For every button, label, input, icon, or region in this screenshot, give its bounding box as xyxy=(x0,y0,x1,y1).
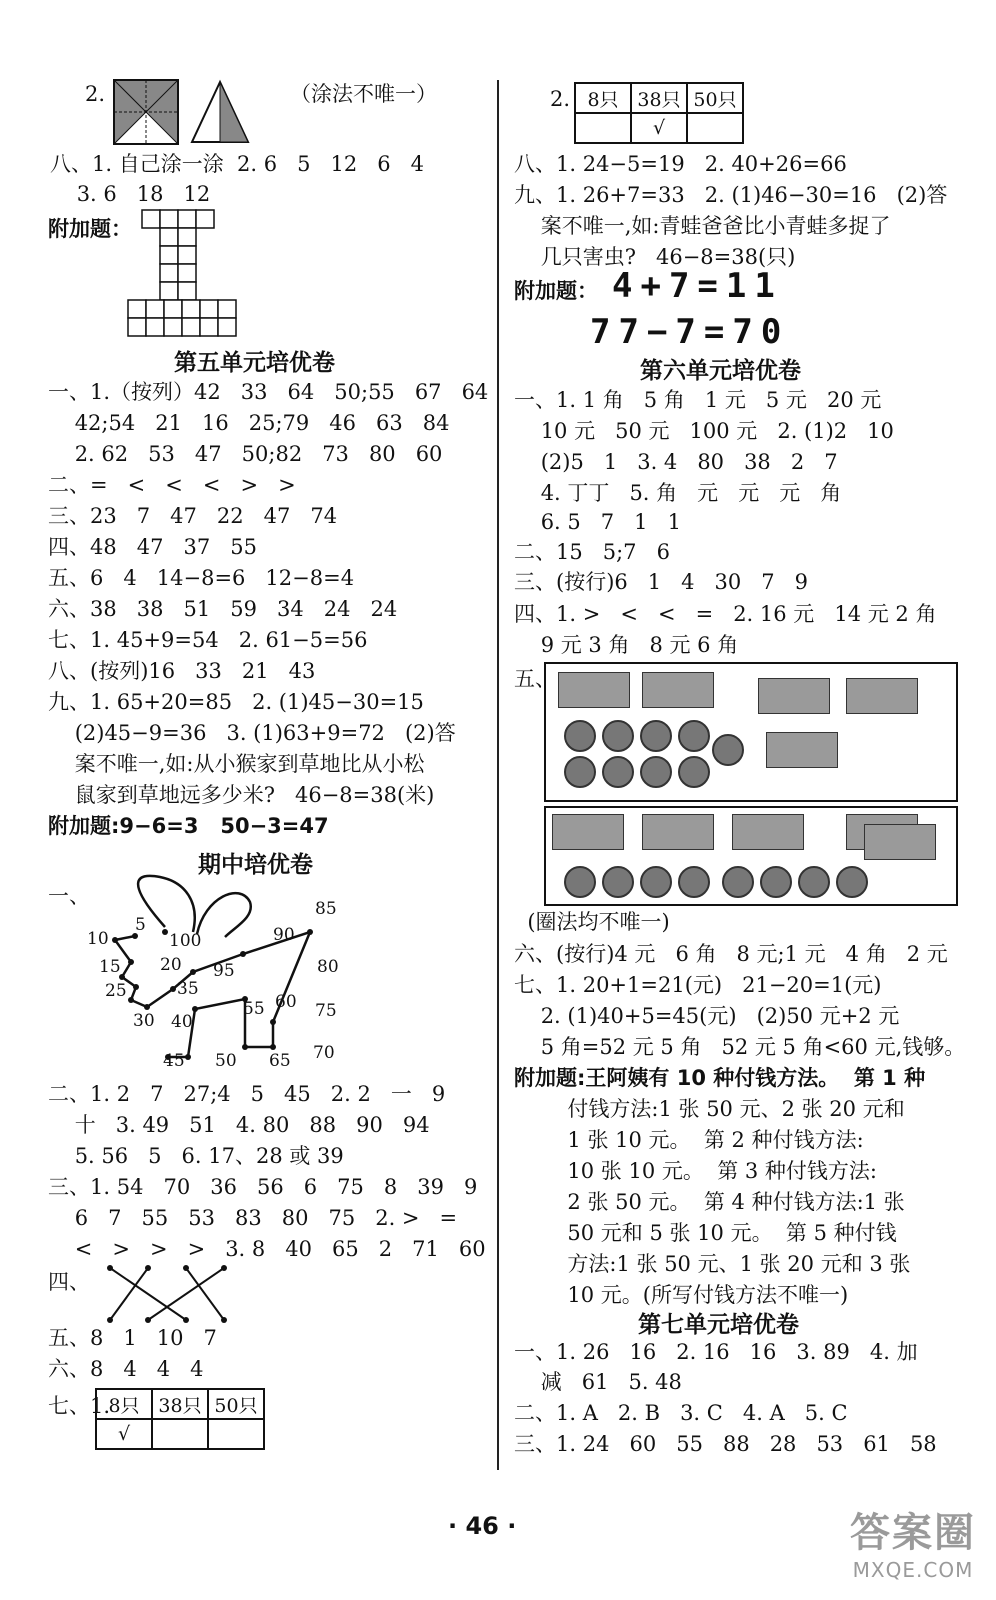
watermark-top: 答案圈 xyxy=(850,1510,976,1556)
answer-line: 二、= < < < > > xyxy=(48,473,296,497)
dot-to-dot-dog-figure xyxy=(65,872,385,1072)
table-header: 50只 xyxy=(687,83,743,113)
dot-label: 20 xyxy=(160,955,182,975)
answer-table xyxy=(574,82,744,144)
answer-line: 2. 62 53 47 50;82 73 80 60 xyxy=(48,442,443,466)
answer-line: 10 元 50 元 100 元 2. (1)2 10 xyxy=(514,419,894,443)
answer-line: 八、1. 自己涂一涂 2. 6 5 12 6 4 xyxy=(50,152,425,176)
answer-line: (2)5 1 3. 4 80 38 2 7 xyxy=(514,450,838,474)
answer-line: 八、(按列)16 33 21 43 xyxy=(48,659,316,683)
answer-line: 三、1. 54 70 36 56 6 75 8 39 9 xyxy=(48,1175,478,1199)
dot-label: 10 xyxy=(87,929,109,949)
matchstick-equation: 77−7=70 xyxy=(590,312,790,352)
bonus-label: 附加题： xyxy=(514,279,598,303)
answer-line: 五、8 1 10 7 xyxy=(48,1326,217,1350)
dot-label: 40 xyxy=(171,1012,193,1032)
dot-label: 45 xyxy=(163,1051,185,1071)
section-heading: 期中培优卷 xyxy=(198,852,313,878)
answer-line: 42;54 21 16 25;79 46 63 84 xyxy=(48,411,450,435)
answer-line: 九、1. 26+7=33 2. (1)46−30=16 (2)答 xyxy=(514,183,948,207)
answer-line: 附加题:王阿姨有 10 种付钱方法。 第 1 种 xyxy=(514,1066,926,1090)
answer-line: 2 张 50 元。 第 4 种付钱方法:1 张 xyxy=(514,1190,905,1214)
dot-label: 25 xyxy=(105,981,127,1001)
money-picture-2 xyxy=(544,806,958,906)
section-heading: 第六单元培优卷 xyxy=(640,358,801,384)
dot-label: 60 xyxy=(275,992,297,1012)
answer-line: 三、1. 24 60 55 88 28 53 61 58 xyxy=(514,1432,937,1456)
answer-line: 一、1. 26 16 2. 16 16 3. 89 4. 加 xyxy=(514,1340,918,1364)
answer-line: 方法:1 张 50 元、1 张 20 元和 3 张 xyxy=(514,1252,911,1276)
answer-line: 十 3. 49 51 4. 80 88 90 94 xyxy=(48,1113,430,1137)
dot-label: 15 xyxy=(99,957,121,977)
column-divider xyxy=(497,80,499,1470)
answer-line: 六、8 4 4 4 xyxy=(48,1357,204,1381)
table-header: 38只 xyxy=(631,83,687,113)
answer-line: 减 61 5. 48 xyxy=(514,1370,682,1394)
dot-label: 70 xyxy=(313,1043,335,1063)
section-heading: 第七单元培优卷 xyxy=(638,1312,799,1338)
money-picture-1 xyxy=(544,662,958,802)
answer-line: 八、1. 24−5=19 2. 40+26=66 xyxy=(514,152,847,176)
answer-line: (2)45−9=36 3. (1)63+9=72 (2)答 xyxy=(48,721,456,745)
answer-line: 50 元和 5 张 10 元。 第 5 种付钱 xyxy=(514,1221,897,1245)
answer-line: 付钱方法:1 张 50 元、2 张 20 元和 xyxy=(514,1097,905,1121)
check-mark: √ xyxy=(96,1419,152,1449)
answer-line: 10 元。(所写付钱方法不唯一) xyxy=(514,1283,849,1307)
dot-label: 5 xyxy=(135,915,146,935)
answer-line: 三、23 7 47 22 47 74 xyxy=(48,504,338,528)
matching-lines-figure xyxy=(104,1262,254,1326)
answer-line: 案不唯一,如:青蛙爸爸比小青蛙多捉了 xyxy=(514,214,891,238)
grid-t-shape-figure xyxy=(126,208,240,338)
answer-line: 6. 5 7 1 1 xyxy=(514,510,681,534)
answer-line: 二、1. 2 7 27;4 5 45 2. 2 一 9 xyxy=(48,1082,446,1106)
dot-label: 90 xyxy=(273,925,295,945)
answer-line: 二、15 5;7 6 xyxy=(514,540,670,564)
answer-line: 一、1. 1 角 5 角 1 元 5 元 20 元 xyxy=(514,388,882,412)
answer-line: 10 张 10 元。 第 3 种付钱方法: xyxy=(514,1159,878,1183)
answer-line: 4. 丁丁 5. 角 元 元 元 角 xyxy=(514,481,842,505)
dot-label: 35 xyxy=(177,979,199,999)
answer-line: 附加题:9−6=3 50−3=47 xyxy=(48,814,329,838)
matchstick-equation: 4+7=11 xyxy=(612,266,783,306)
answer-line: 案不唯一,如:从小猴家到草地比从小松 xyxy=(48,752,425,776)
answer-line: 3. 6 18 12 xyxy=(50,182,211,206)
watermark-bottom: MXQE.COM xyxy=(852,1558,974,1582)
answer-line: 鼠家到草地远多少米? 46−8=38(米) xyxy=(48,783,435,807)
shaded-shapes-figure xyxy=(112,78,252,146)
answer-line: 三、(按行)6 1 4 30 7 9 xyxy=(514,570,809,594)
answer-line: 五、 xyxy=(514,667,556,691)
answer-line: 七、1. 20+1=21(元) 21−20=1(元) xyxy=(514,973,882,997)
dot-label: 30 xyxy=(133,1011,155,1031)
dot-label: 50 xyxy=(215,1051,237,1071)
page-number: · 46 · xyxy=(448,1512,517,1540)
answer-line: 几只害虫? 46−8=38(只) xyxy=(514,245,796,269)
answer-line: 5. 56 5 6. 17、28 或 39 xyxy=(48,1144,344,1168)
dot-label: 95 xyxy=(213,961,235,981)
answer-line: 2. xyxy=(85,82,106,106)
answer-line: 七、1. 45+9=54 2. 61−5=56 xyxy=(48,628,368,652)
answer-line: 1 张 10 元。 第 2 种付钱方法: xyxy=(514,1128,864,1152)
dot-label: 75 xyxy=(315,1001,337,1021)
answer-line: 四、48 47 37 55 xyxy=(48,535,257,559)
site-watermark xyxy=(850,1501,976,1582)
check-mark: √ xyxy=(631,113,687,143)
dot-label: 55 xyxy=(243,999,265,1019)
answer-line: 六、(按行)4 元 6 角 8 元;1 元 4 角 2 元 xyxy=(514,942,948,966)
answer-line: 九、1. 65+20=85 2. (1)45−30=15 xyxy=(48,690,424,714)
answer-line: 二、1. A 2. B 3. C 4. A 5. C xyxy=(514,1401,848,1425)
answer-line: 四、 xyxy=(48,1270,90,1294)
table-header: 38只 xyxy=(152,1389,208,1419)
answer-line: 六、38 38 51 59 34 24 24 xyxy=(48,597,398,621)
note-text: (圈法均不唯一) xyxy=(514,910,670,934)
answer-line: 5 角=52 元 5 角 52 元 5 角<60 元,钱够。 xyxy=(514,1035,966,1059)
answer-line: 2. (1)40+5=45(元) (2)50 元+2 元 xyxy=(514,1004,900,1028)
table-header: 50只 xyxy=(208,1389,264,1419)
answer-line: 七、1. xyxy=(48,1394,111,1418)
dot-label: 80 xyxy=(317,957,339,977)
dot-label: 85 xyxy=(315,899,337,919)
answer-line: 2. xyxy=(550,87,571,111)
answer-table xyxy=(95,1388,265,1450)
answer-line: 四、1. > < < = 2. 16 元 14 元 2 角 xyxy=(514,602,937,626)
answer-line: 6 7 55 53 83 80 75 2. > = xyxy=(48,1206,458,1230)
note-text: （涂法不唯一） xyxy=(290,82,437,106)
answer-line: 9 元 3 角 8 元 6 角 xyxy=(514,633,739,657)
answer-line: 一、 xyxy=(48,884,90,908)
dot-label: 65 xyxy=(269,1051,291,1071)
table-header: 8只 xyxy=(575,83,631,113)
dot-label: 100 xyxy=(169,931,202,951)
answer-line: 一、1.（按列）42 33 64 50;55 67 64 xyxy=(48,380,489,404)
table-header: 8只 xyxy=(96,1389,152,1419)
section-heading: 第五单元培优卷 xyxy=(174,350,335,376)
bonus-label: 附加题： xyxy=(48,217,132,241)
answer-line: < > > > 3. 8 40 65 2 71 60 xyxy=(48,1237,486,1261)
answer-line: 五、6 4 14−8=6 12−8=4 xyxy=(48,566,355,590)
